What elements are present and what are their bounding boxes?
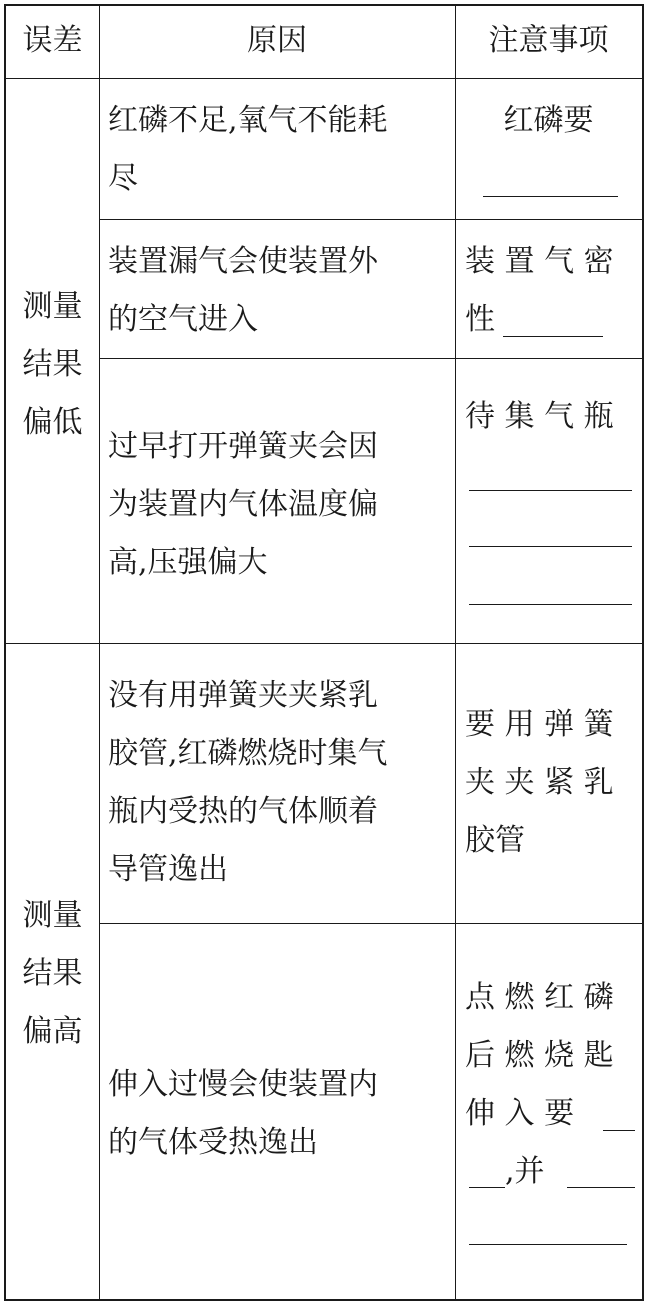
answer-blank[interactable] xyxy=(483,196,618,197)
note-row-5-continuation: ,并 xyxy=(505,1154,545,1189)
reason-row-1: 红磷不足,氧气不能耗 尽 xyxy=(108,103,388,196)
column-divider xyxy=(455,6,456,1299)
note-row-3: 待 集 气 瓶 xyxy=(465,399,614,434)
answer-blank[interactable] xyxy=(469,1187,505,1188)
reason-row-4: 没有用弹簧夹夹紧乳 胶管,红磷燃烧时集气 瓶内受热的气体顺着 导管逸出 xyxy=(108,678,388,887)
row-divider xyxy=(99,219,642,220)
notes-table xyxy=(4,4,644,1301)
answer-blank[interactable] xyxy=(503,336,603,337)
answer-blank[interactable] xyxy=(469,1244,627,1245)
header-divider xyxy=(6,78,642,79)
note-row-1: 红磷要 xyxy=(503,103,594,138)
note-row-2: 装 置 气 密 性 xyxy=(465,244,614,337)
column-divider xyxy=(99,6,100,1299)
note-row-4: 要 用 弹 簧 夹 夹 紧 乳 胶管 xyxy=(465,707,614,858)
answer-blank[interactable] xyxy=(469,546,632,547)
answer-blank[interactable] xyxy=(469,490,632,491)
note-row-5: 点 燃 红 磷 后 燃 烧 匙 伸 入 要 xyxy=(465,980,614,1131)
row-divider xyxy=(99,923,642,924)
reason-row-2: 装置漏气会使装置外 的空气进入 xyxy=(108,244,378,337)
group-label-high: 测量 结果 偏高 xyxy=(22,898,83,1049)
group-label-low: 测量 结果 偏低 xyxy=(22,289,83,440)
header-reason: 原因 xyxy=(247,23,307,58)
header-error: 误差 xyxy=(22,23,83,58)
answer-blank[interactable] xyxy=(567,1187,635,1188)
header-notes: 注意事项 xyxy=(488,23,609,58)
answer-blank[interactable] xyxy=(603,1130,635,1131)
reason-row-5: 伸入过慢会使装置内 的气体受热逸出 xyxy=(108,1067,378,1160)
reason-row-3: 过早打开弹簧夹会因 为装置内气体温度偏 高,压强偏大 xyxy=(108,429,378,580)
row-divider xyxy=(99,358,642,359)
group-divider xyxy=(6,643,642,644)
answer-blank[interactable] xyxy=(469,604,632,605)
